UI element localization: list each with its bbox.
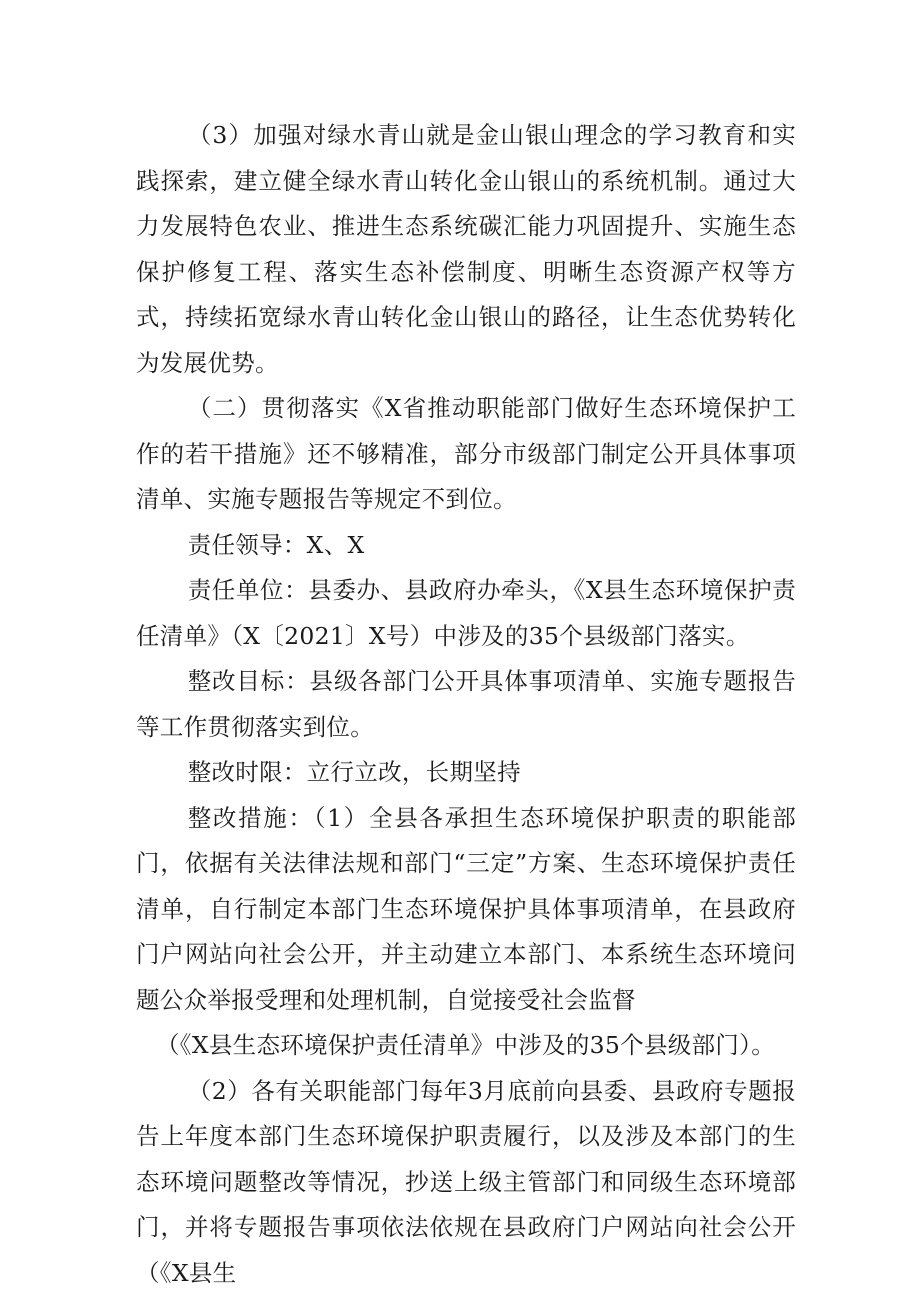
paragraph-responsible-leader: 责任领导：X、X <box>187 530 365 559</box>
paragraph-measure-2: （2）各有关职能部门每年3月底前向县委、县政府专题报告上年度本部门生态环境保护职责履行，以及涉及本部门的生态环境问题整改等情况，抄送上级主管部门和同级生态环境部门，并将专题报告事项依法依规在县政府门户网站向社会公开（《X县生 <box>136 1076 796 1287</box>
paragraph-rectification-measures: 整改措施：（1）全县各承担生态环境保护职责的职能部门，依据有关法律法规和部门“三定”方案、生态环境保护责任清单，自行制定本部门生态环境保护具体事项清单，在县政府门户网站向社会公开，并主动建立本部门、本系统生态环境问题公众举报受理和处理机制，自觉接受社会监督 <box>136 803 796 1014</box>
paragraph-measures-note: （《X县生态环境保护责任清单》中涉及的35个县级部门）。 <box>156 1031 776 1059</box>
document-body <box>136 113 796 1296</box>
paragraph-responsible-unit: 责任单位：县委办、县政府办牵头，《X县生态环境保护责任清单》（X〔2021〕X号）中涉及的35个县级部门落实。 <box>136 576 796 650</box>
paragraph-issue-heading-2: （二）贯彻落实《X省推动职能部门做好生态环境保护工作的若干措施》还不够精准，部分市级部门制定公开具体事项清单、实施专题报告等规定不到位。 <box>136 394 796 513</box>
paragraph-rectification-deadline: 整改时限：立行立改，长期坚持 <box>187 758 521 786</box>
paragraph-rectification-goal: 整改目标：县级各部门公开具体事项清单、实施专题报告等工作贯彻落实到位。 <box>136 667 796 741</box>
paragraph-measure-3: （3）加强对绿水青山就是金山银山理念的学习教育和实践探索，建立健全绿水青山转化金山银山的系统机制。通过大力发展特色农业、推进生态系统碳汇能力巩固提升、实施生态保护修复工程、落实生态补偿制度、明晰生态资源产权等方式，持续拓宽绿水青山转化金山银山的路径，让生态优势转化为发展优势。 <box>136 121 796 377</box>
